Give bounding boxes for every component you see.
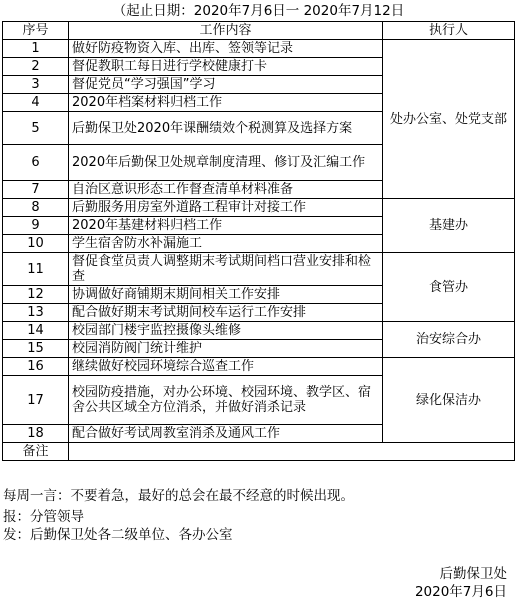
owner-office: 处办公室、处党支部 bbox=[383, 40, 515, 199]
issue-date: 2020年7月6日 bbox=[414, 584, 507, 600]
row-number: 15 bbox=[3, 340, 69, 358]
row-number: 8 bbox=[3, 199, 69, 217]
task-cell: 2020年档案材料归档工作 bbox=[69, 94, 383, 112]
column-header-task: 工作内容 bbox=[69, 22, 383, 40]
row-number: 16 bbox=[3, 358, 69, 376]
weekly-quote: 每周一言：不要着急，最好的总会在最不经意的时候出现。 bbox=[3, 488, 354, 504]
task-cell: 配合做好期末考试期间校车运行工作安排 bbox=[69, 304, 383, 322]
work-plan-table bbox=[2, 21, 515, 461]
table-row bbox=[3, 358, 515, 376]
owner-security: 治安综合办 bbox=[383, 322, 515, 358]
row-number: 14 bbox=[3, 322, 69, 340]
task-cell: 继续做好校园环境综合巡查工作 bbox=[69, 358, 383, 376]
task-cell: 2020年基建材料归档工作 bbox=[69, 217, 383, 235]
remarks-cell bbox=[69, 443, 515, 461]
task-cell: 自治区意识形态工作督查清单材料准备 bbox=[69, 181, 383, 199]
task-cell: 督促教职工每日进行学校健康打卡 bbox=[69, 58, 383, 76]
task-cell: 后勤保卫处2020年课酬绩效个税测算及选择方案 bbox=[69, 112, 383, 145]
table-row bbox=[3, 199, 515, 217]
task-cell: 校园消防阀门统计维护 bbox=[69, 340, 383, 358]
remarks-row bbox=[3, 443, 515, 461]
date-range-title: （起止日期：2020年7月6日一 2020年7月12日 bbox=[112, 3, 405, 19]
remarks-label: 备注 bbox=[3, 443, 69, 461]
owner-catering: 食管办 bbox=[383, 253, 515, 322]
task-cell: 督促党员“学习强国”学习 bbox=[69, 76, 383, 94]
row-number: 5 bbox=[3, 112, 69, 145]
task-cell: 学生宿舍防水补漏施工 bbox=[69, 235, 383, 253]
send-to: 发：后勤保卫处各二级单位、各办公室 bbox=[3, 527, 233, 543]
task-cell: 校园防疫措施，对办公环境、校园环境、教学区、宿舍公共区域全方位消杀，并做好消杀记录 bbox=[69, 376, 383, 425]
task-cell: 后勤服务用房室外道路工程审计对接工作 bbox=[69, 199, 383, 217]
table-row bbox=[3, 40, 515, 58]
row-number: 10 bbox=[3, 235, 69, 253]
task-cell: 2020年后勤保卫处规章制度清理、修订及汇编工作 bbox=[69, 145, 383, 181]
row-number: 11 bbox=[3, 253, 69, 286]
row-number: 1 bbox=[3, 40, 69, 58]
row-number: 3 bbox=[3, 76, 69, 94]
table-row bbox=[3, 253, 515, 286]
row-number: 13 bbox=[3, 304, 69, 322]
owner-infrastructure: 基建办 bbox=[383, 199, 515, 253]
task-cell: 配合做好考试周教室消杀及通风工作 bbox=[69, 425, 383, 443]
row-number: 2 bbox=[3, 58, 69, 76]
task-cell: 督促食堂员责人调整期末考试期间档口营业安排和检查 bbox=[69, 253, 383, 286]
row-number: 9 bbox=[3, 217, 69, 235]
row-number: 18 bbox=[3, 425, 69, 443]
task-cell: 协调做好商铺期末期间相关工作安排 bbox=[69, 286, 383, 304]
report-to: 报：分管领导 bbox=[3, 509, 84, 525]
row-number: 4 bbox=[3, 94, 69, 112]
row-number: 12 bbox=[3, 286, 69, 304]
issuer-name: 后勤保卫处 bbox=[439, 566, 507, 582]
column-header-no: 序号 bbox=[3, 22, 69, 40]
table-row bbox=[3, 322, 515, 340]
task-cell: 校园部门楼宇监控摄像头维修 bbox=[69, 322, 383, 340]
row-number: 7 bbox=[3, 181, 69, 199]
row-number: 6 bbox=[3, 145, 69, 181]
task-cell: 做好防疫物资入库、出库、签领等记录 bbox=[69, 40, 383, 58]
row-number: 17 bbox=[3, 376, 69, 425]
table-header-row bbox=[3, 22, 515, 40]
column-header-owner: 执行人 bbox=[383, 22, 515, 40]
owner-greening: 绿化保洁办 bbox=[383, 358, 515, 443]
